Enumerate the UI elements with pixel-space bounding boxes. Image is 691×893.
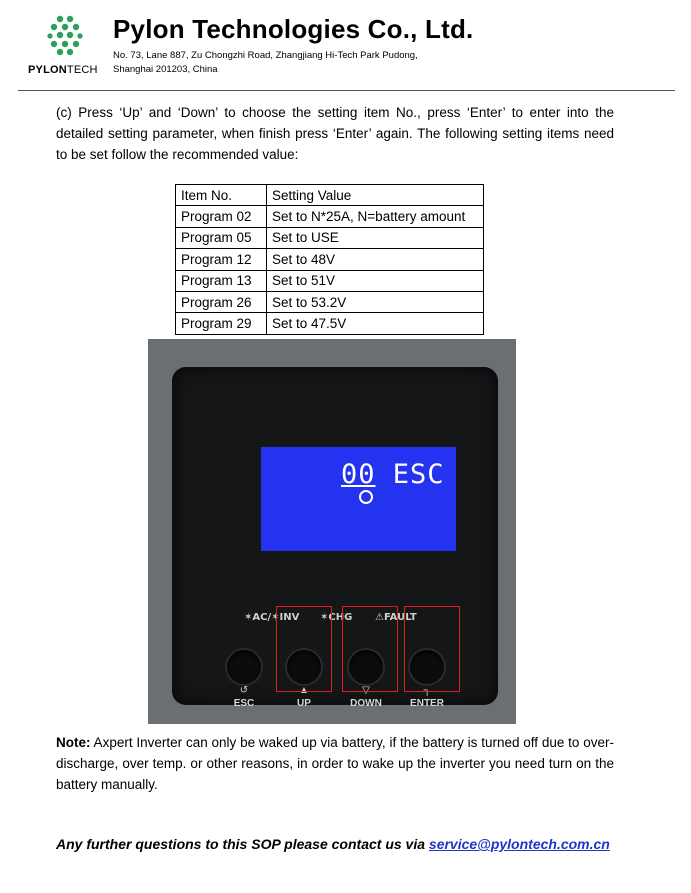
table-row (176, 227, 484, 248)
pylon-tech-dots-logo-icon (40, 14, 92, 58)
table-cell: Program 29 (176, 313, 267, 334)
esc-button[interactable] (227, 650, 261, 684)
lcd-screen (261, 447, 456, 551)
indicator-fault: ⚠FAULT (375, 612, 417, 623)
company-name: Pylon Technologies Co., Ltd. (113, 14, 474, 44)
table-cell: Program 12 (176, 249, 267, 270)
enter-icon: ┐ (423, 685, 431, 696)
table-cell: Program 05 (176, 227, 267, 248)
table-row (176, 313, 484, 334)
up-label: UP (297, 698, 311, 709)
page-header (0, 0, 691, 92)
lcd-readout (341, 459, 445, 490)
up-arrow-icon: ▲ (299, 685, 309, 696)
esc-label: ESC (233, 698, 255, 709)
instruction-paragraph: (c) Press ‘Up’ and ‘Down’ to choose the setting item No., press ‘Enter’ to enter into the detailed setting parameter, when finish press ‘Enter’ again. The following setting items need to be set follow the recommended value: (56, 105, 614, 162)
table-row (176, 206, 484, 227)
support-email-link[interactable]: service@pylontech.com.cn (428, 836, 610, 852)
note-text: Axpert Inverter can only be waked up via battery, if the battery is turned off due to over-discharge, over temp. or other reasons, in order to wake up the inverter you need turn on the battery manually. (56, 735, 614, 792)
table-cell: Program 13 (176, 270, 267, 291)
note-label: Note: (56, 735, 91, 750)
table-cell: Set to 48V (267, 249, 484, 270)
logo-wordmark: PYLONTECH (28, 64, 98, 76)
table-cell: Program 02 (176, 206, 267, 227)
enter-highlight-box (404, 606, 460, 692)
inverter-control-panel (172, 367, 498, 709)
table-cell: Set to 53.2V (267, 291, 484, 312)
header-divider (18, 90, 675, 91)
note-paragraph (56, 732, 614, 795)
lcd-settings-icon (359, 490, 373, 504)
indicator-ac-inv: ✶AC/✶INV (244, 612, 300, 623)
footer-contact (56, 836, 610, 852)
table-row (176, 291, 484, 312)
table-row (176, 249, 484, 270)
down-arrow-icon: ▽ (362, 685, 370, 696)
table-cell: Set to 51V (267, 270, 484, 291)
company-address-line1: No. 73, Lane 887, Zu Chongzhi Road, Zhangjiang Hi-Tech Park Pudong, (113, 50, 418, 61)
up-highlight-box (276, 606, 332, 692)
enter-label: ENTER (410, 698, 444, 709)
inverter-panel-photo (148, 339, 516, 724)
company-address-line2: Shanghai 201203, China (113, 64, 218, 75)
down-highlight-box (342, 606, 398, 692)
down-label: DOWN (350, 698, 382, 709)
indicator-chg: ✶CHG (320, 612, 353, 623)
table-header-row (176, 185, 484, 206)
table-cell: Set to USE (267, 227, 484, 248)
table-header-cell: Item No. (176, 185, 267, 206)
settings-table (175, 184, 484, 335)
table-cell: Set to 47.5V (267, 313, 484, 334)
lcd-esc-text: ESC (392, 459, 445, 490)
table-cell: Set to N*25A, N=battery amount (267, 206, 484, 227)
table-cell: Program 26 (176, 291, 267, 312)
footer-text: Any further questions to this SOP please contact us via (56, 836, 429, 852)
table-row (176, 270, 484, 291)
lcd-program-code: 00 (341, 459, 376, 490)
table-header-cell: Setting Value (267, 185, 484, 206)
esc-icon: ↺ (239, 685, 249, 696)
